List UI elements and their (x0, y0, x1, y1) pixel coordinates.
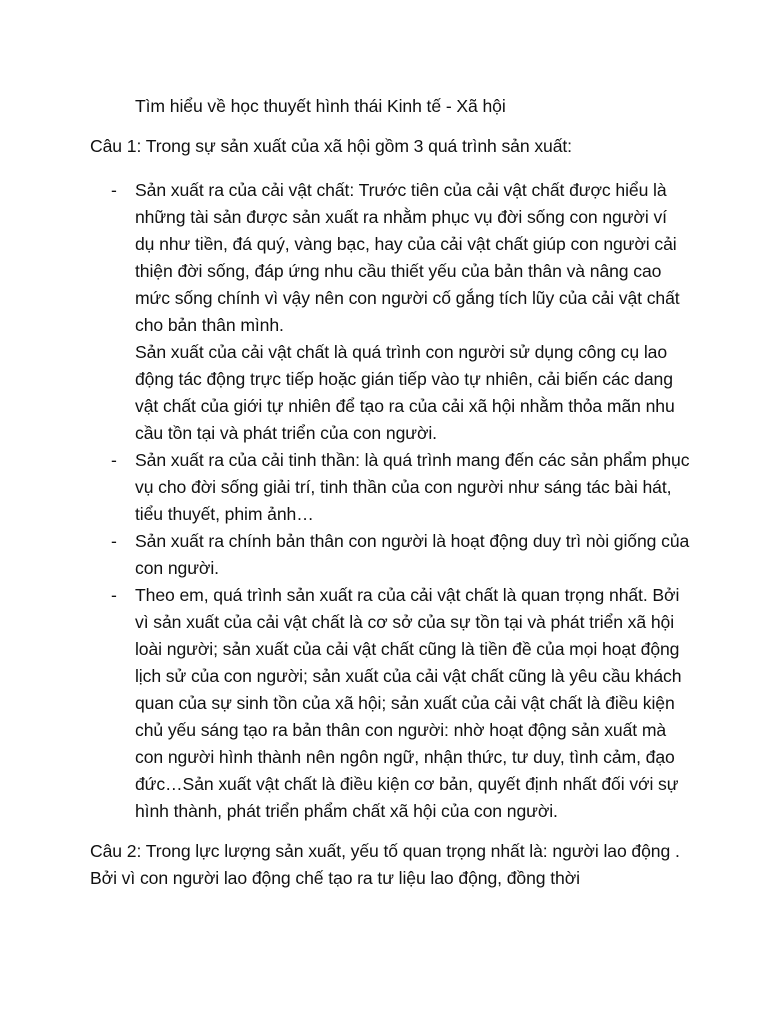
list-item (90, 582, 690, 825)
list-item-paragraph: Sản xuất ra của cải vật chất: Trước tiên của cải vật chất được hiểu là những tài sản được sản xuất ra nhằm phục vụ đời sống con người ví dụ như tiền, đá quý, vàng bạc, hay của cải vật chất giúp con người cải thiện đời sống, đáp ứng nhu cầu thiết yếu của bản thân và nâng cao mức sống chính vì vậy nên con người cố gắng tích lũy của cải vật chất cho bản thân mình. (135, 180, 680, 335)
bullet-list (90, 177, 690, 825)
bullet-dash: - (111, 450, 117, 470)
bullet-dash: - (111, 585, 117, 605)
list-item (90, 528, 690, 582)
list-item (90, 447, 690, 528)
list-item-paragraph: Theo em, quá trình sản xuất ra của cải vật chất là quan trọng nhất. Bởi vì sản xuất của cải vật chất là cơ sở của sự tồn tại và phát triển xã hội loài người; sản xuất của cải vật chất cũng là tiền đề của mọi hoạt động lịch sử của con người; sản xuất của cải vật chất cũng là yêu cầu khách quan của sự sinh tồn của xã hội; sản xuất của cải vật chất là điều kiện chủ yếu sáng tạo ra bản thân con người: nhờ hoạt động sản xuất mà con người hình thành nên ngôn ngữ, nhận thức, tư duy, tình cảm, đạo đức…Sản xuất vật chất là điều kiện cơ bản, quyết định nhất đối với sự hình thành, phát triển phẩm chất xã hội của con người. (135, 585, 682, 821)
bullet-dash: - (111, 531, 117, 551)
document-body (90, 93, 690, 909)
question-2-text: Câu 2: Trong lực lượng sản xuất, yếu tố quan trọng nhất là: người lao động . Bởi vì con người lao động chế tạo ra tư liệu lao động, đồng thời (90, 841, 680, 888)
list-item (90, 177, 690, 447)
bullet-dash: - (111, 180, 117, 200)
document-title: Tìm hiểu về học thuyết hình thái Kinh tế - Xã hội (135, 96, 506, 116)
question-1-intro: Câu 1: Trong sự sản xuất của xã hội gồm 3 quá trình sản xuất: (90, 136, 572, 156)
list-item-paragraph: Sản xuất ra của cải tinh thần: là quá trình mang đến các sản phẩm phục vụ cho đời sống giải trí, tinh thần của con người như sáng tác bài hát, tiểu thuyết, phim ảnh… (135, 450, 690, 524)
list-item-paragraph: Sản xuất của cải vật chất là quá trình con người sử dụng công cụ lao động tác động trực tiếp hoặc gián tiếp vào tự nhiên, cải biến các dang vật chất của giới tự nhiên để tạo ra của cải xã hội nhằm thỏa mãn nhu cầu tồn tại và phát triển của con người. (135, 342, 675, 443)
list-item-paragraph: Sản xuất ra chính bản thân con người là hoạt động duy trì nòi giống của con người. (135, 531, 690, 578)
